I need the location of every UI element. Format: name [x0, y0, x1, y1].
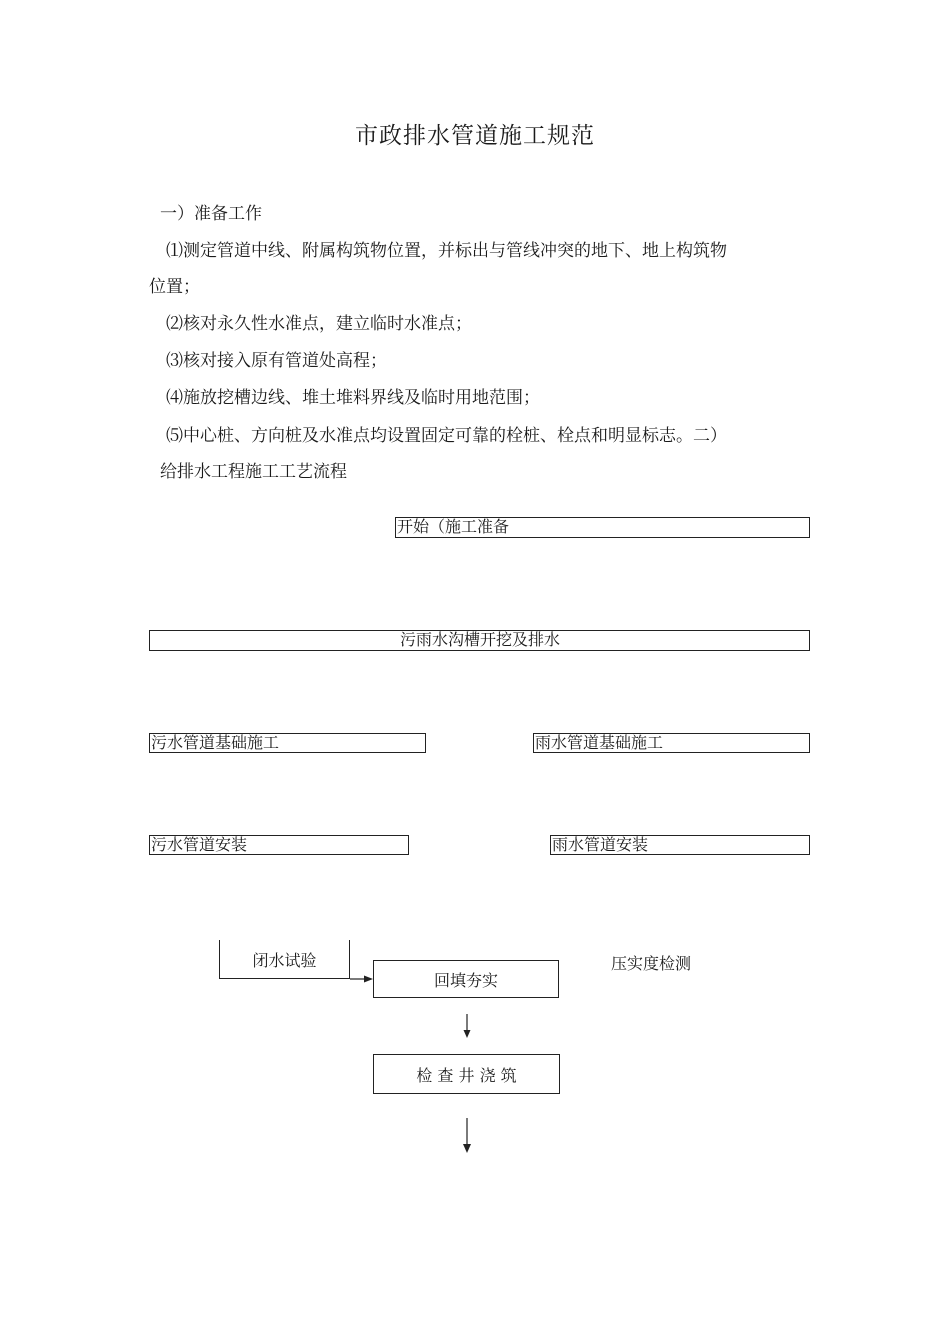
arrowhead-right [364, 976, 373, 983]
list-item: ⑵核对永久性水准点，建立临时水准点； [166, 314, 472, 334]
flow-start-box: 开始（施工准备 [395, 517, 810, 538]
list-item: ⑶核对接入原有管道处高程； [166, 351, 387, 371]
flow-trench-box: 污雨水沟槽开挖及排水 [149, 630, 810, 651]
flow-rain-install-box: 雨水管道安装 [550, 835, 810, 855]
arrowhead-down [463, 1144, 471, 1153]
flow-rain-foundation-box: 雨水管道基础施工 [533, 733, 810, 753]
flow-sewage-install-box: 污水管道安装 [149, 835, 409, 855]
section-heading: 一）准备工作 [160, 204, 262, 224]
flow-sewage-foundation-box: 污水管道基础施工 [149, 733, 426, 753]
list-item: ⑴测定管道中线、附属构筑物位置，并标出与管线冲突的地下、地上构筑物 [166, 241, 727, 261]
compaction-test-label: 压实度检测 [611, 954, 692, 973]
list-item: ⑸中心桩、方向桩及水准点均设置固定可靠的栓桩、栓点和明显标志。二） [166, 426, 727, 446]
flow-backfill-box: 回填夯实 [373, 960, 559, 998]
list-item: ⑷施放挖槽边线、堆土堆料界线及临时用地范围； [166, 388, 540, 408]
arrowhead-down [464, 1030, 471, 1038]
list-item: 位置； [149, 277, 200, 297]
flow-manhole-box: 检 查 井 浇 筑 [373, 1054, 560, 1094]
list-item: 给排水工程施工工艺流程 [160, 462, 347, 482]
page-title: 市政排水管道施工规范 [355, 123, 595, 149]
flow-closed-water-test-box: 闭水试验 [219, 940, 350, 979]
